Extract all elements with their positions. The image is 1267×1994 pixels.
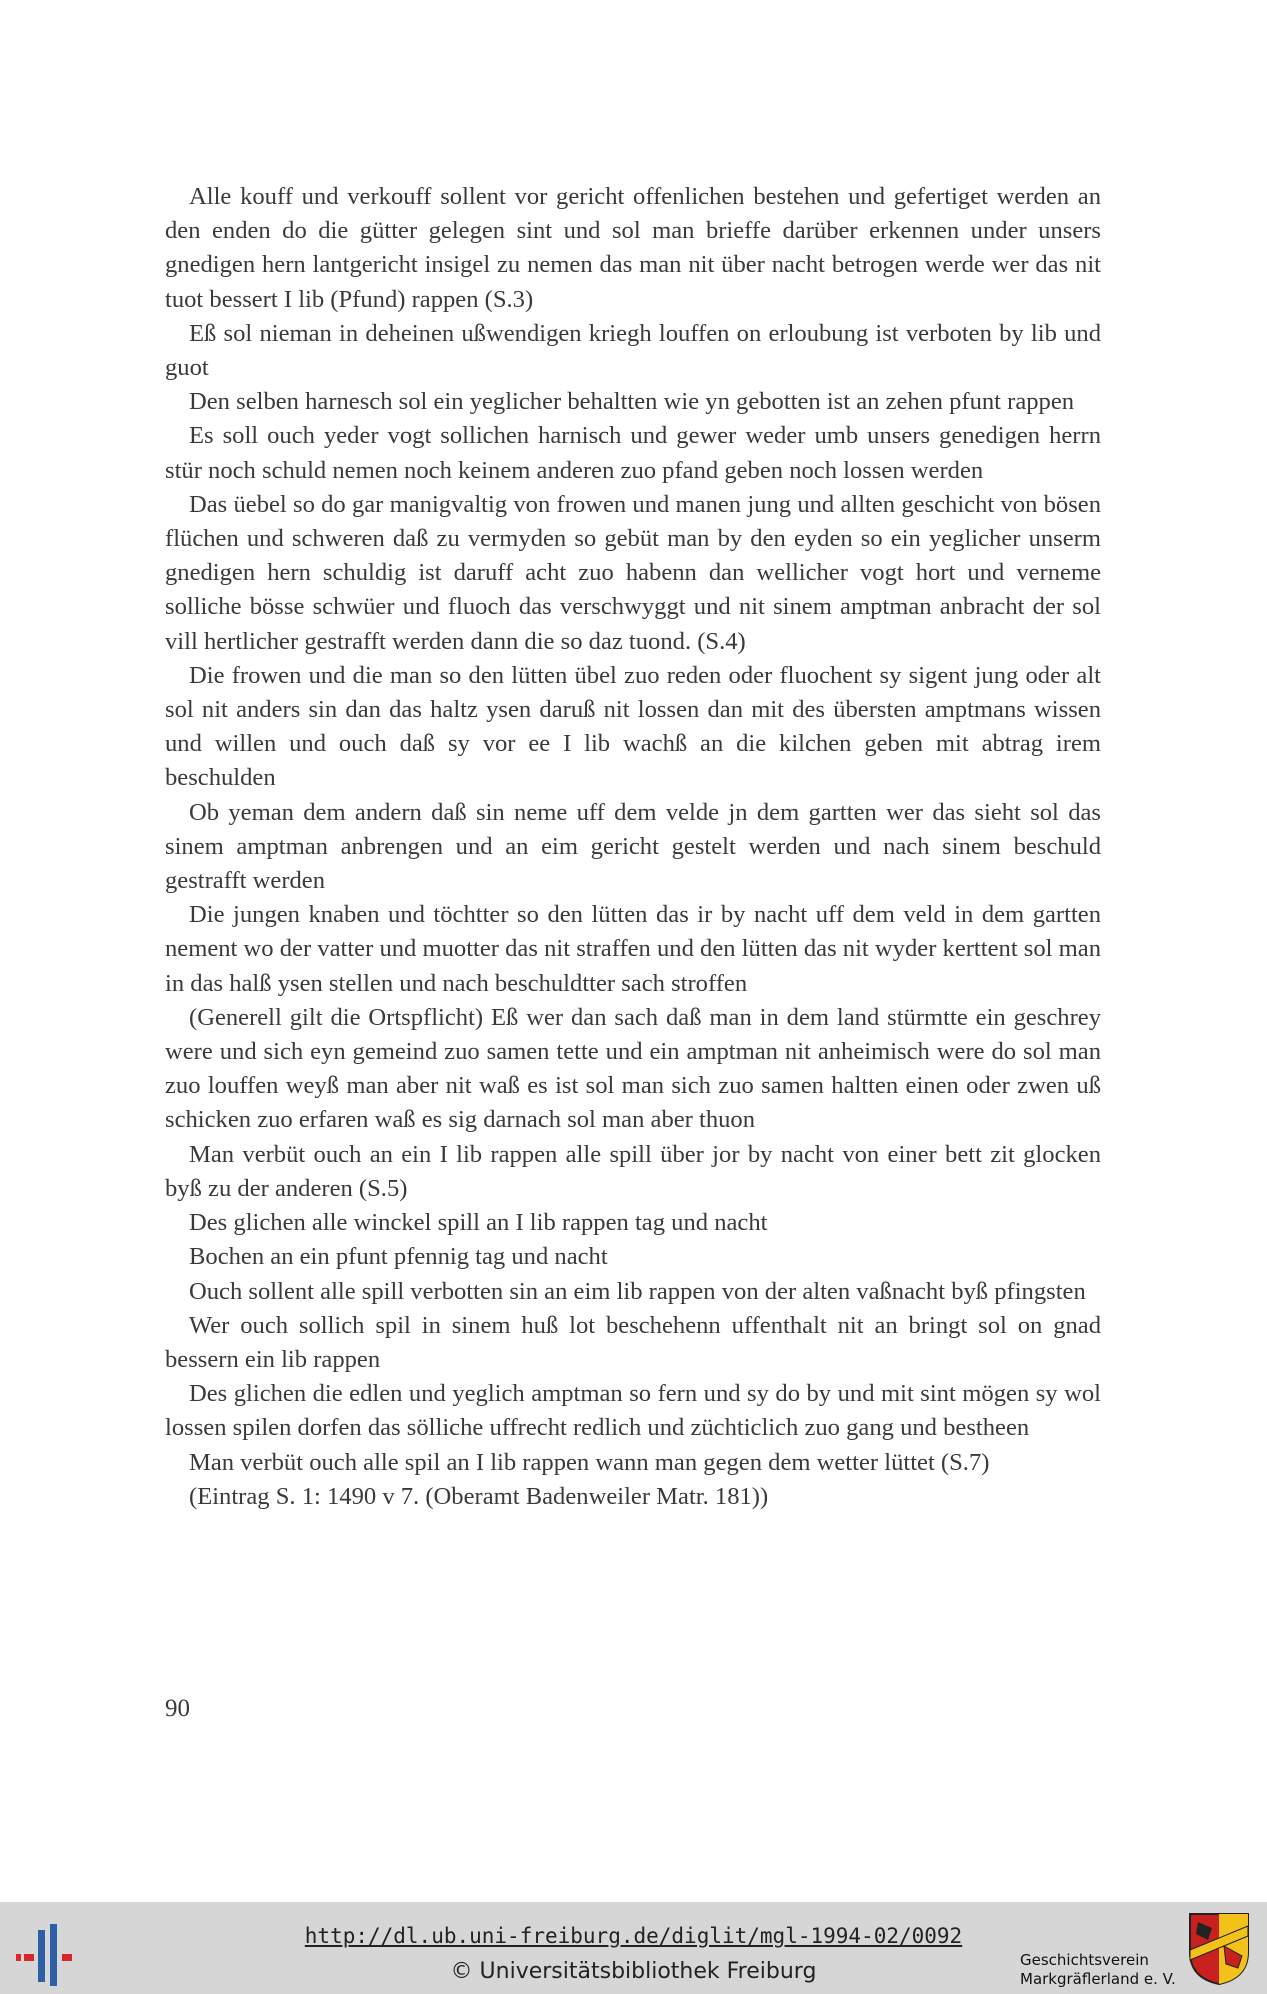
paragraph: Das üebel so do gar manigvaltig von frowen und manen jung und allten geschicht von bösen flüchen und schweren daß zu vermyden so gebüt man by den eyden so ein yeglicher unserm gnedigen hern schuldig ist daruff acht zuo habenn dan wellicher vogt hort und verneme solliche bösse schwüer und fluoch das verschwyggt und nit sinem amptman anbracht der sol vill hertlicher gestrafft werden dann die so daz tuond. (S.4) bbox=[165, 490, 1101, 655]
paragraph: Ob yeman dem andern daß sin neme uff dem velde jn dem gartten wer das sieht sol das sinem amptman anbrengen und an eim gericht gestelt werden und nach sinem beschuld gestrafft werden bbox=[165, 798, 1101, 895]
society-name-line2: Markgräflerland e. V. bbox=[1020, 1970, 1176, 1988]
paragraph: Eß sol nieman in deheinen ußwendigen kriegh louffen on erloubung ist verboten by lib und guot bbox=[165, 319, 1101, 382]
coat-of-arms-icon bbox=[1188, 1912, 1250, 1986]
permalink-url[interactable]: http://dl.ub.uni-freiburg.de/diglit/mgl-1994-02/0092 bbox=[304, 1924, 963, 1948]
paragraph: Man verbüt ouch an ein I lib rappen alle spill über jor by nacht von einer bett zit glocken byß zu der anderen (S.5) bbox=[165, 1140, 1101, 1202]
paragraph: Die frowen und die man so den lütten übel zuo reden oder fluochent sy sigent jung oder alt sol nit anders sin dan das haltz ysen daruß nit lossen dan mit des übersten amptmans wissen und willen und ouch daß sy vor ee I lib wachß an die kilchen geben mit abtrag irem beschulden bbox=[165, 661, 1101, 792]
paragraph: Wer ouch sollich spil in sinem huß lot beschehenn uffenthalt nit an bringt sol on gnad bessern ein lib rappen bbox=[165, 1311, 1101, 1373]
paragraph: Man verbüt ouch alle spil an I lib rappen wann man gegen dem wetter lüttet (S.7) bbox=[189, 1448, 990, 1476]
body-text bbox=[165, 180, 1101, 1514]
page-number: 90 bbox=[165, 1695, 190, 1722]
footer-bar bbox=[0, 1902, 1267, 1994]
paragraph: Den selben harnesch sol ein yeglicher behaltten wie yn gebotten ist an zehen pfunt rappen bbox=[189, 388, 1075, 416]
paragraph: Des glichen die edlen und yeglich amptman so fern und sy do by und mit sint mögen sy wol lossen spilen dorfen das sölliche uffrecht redlich und züchticlich zuo gang und bestheen bbox=[165, 1380, 1101, 1442]
paragraph: Alle kouff und verkouff sollent vor gericht offenlichen bestehen und gefertiget werden an den enden do die gütter gelegen sint und sol man brieffe darüber erkennen under unsers gnedigen hern lantgericht insigel zu nemen das man nit über nacht betrogen werde wer das nit tuot bessert I lib (Pfund) rappen (S.3) bbox=[165, 183, 1101, 313]
paragraph: Es soll ouch yeder vogt sollichen harnisch und gewer weder umb unsers genedigen herrn stür noch schuld nemen noch keinem anderen zuo pfand geben noch lossen werden bbox=[165, 422, 1101, 484]
paragraph: (Eintrag S. 1: 1490 v 7. (Oberamt Badenweiler Matr. 181)) bbox=[189, 1482, 769, 1510]
paragraph: Des glichen alle winckel spill an I lib rappen tag und nacht bbox=[189, 1209, 768, 1237]
paragraph: Bochen an ein pfunt pfennig tag und nacht bbox=[189, 1243, 608, 1271]
society-name-line1: Geschichtsverein bbox=[1020, 1951, 1149, 1969]
paragraph: Ouch sollent alle spill verbotten sin an eim lib rappen von der alten vaßnacht byß pfingsten bbox=[189, 1277, 1086, 1305]
society-name bbox=[1020, 1951, 1176, 1989]
copyright-text: © Universitätsbibliothek Freiburg bbox=[450, 1959, 817, 1984]
paragraph: Die jungen knaben und töchtter so den lütten das ir by nacht uff dem veld in dem gartten nement wo der vatter und muotter das nit straffen und den lütten das nit wyder kerttent sol man in das halß ysen stellen und nach beschuldtter sach stroffen bbox=[165, 901, 1101, 997]
paragraph: (Generell gilt die Ortspflicht) Eß wer dan sach daß man in dem land stürmtte ein geschrey were und sich eyn gemeind zuo samen tette und ein amptman nit anheimisch were do sol man zuo louffen weyß man aber nit waß es ist sol man sich zuo samen haltten einen oder zwen uß schicken zuo erfaren waß es sig darnach sol man aber thuon bbox=[165, 1003, 1101, 1134]
